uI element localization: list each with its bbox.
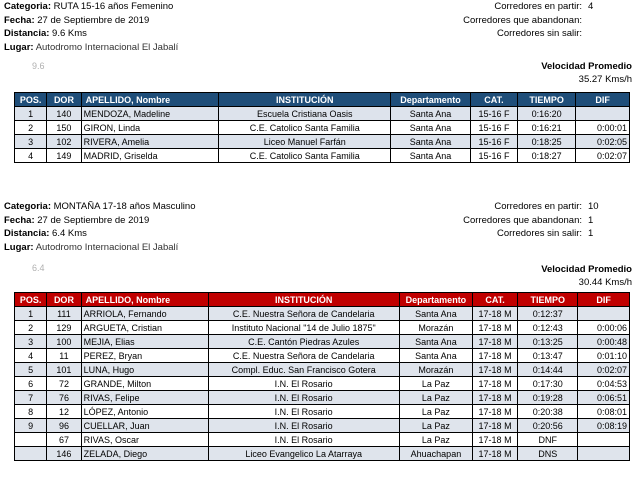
- table-row: [15, 349, 630, 363]
- dor-cell: 101: [47, 363, 81, 377]
- table-row: [15, 307, 630, 321]
- distancia-label: Distancia:: [4, 28, 50, 39]
- dor-cell: 96: [47, 419, 81, 433]
- dor-cell: 72: [47, 377, 81, 391]
- sin-salir-label: Corredores sin salir:: [497, 228, 582, 239]
- lugar-value: Autodromo Internacional El Jabalí: [35, 241, 179, 253]
- velocidad-label: Velocidad Promedio: [541, 61, 632, 72]
- institucion-cell: Liceo Evangelico La Atarraya: [208, 447, 399, 461]
- apellido-cell: MENDOZA, Madeline: [81, 107, 219, 121]
- pos-cell: 8: [15, 405, 47, 419]
- table-row: [15, 419, 630, 433]
- tiempo-cell: 0:12:37: [518, 307, 578, 321]
- header-cat: CAT.: [472, 293, 517, 307]
- apellido-cell: RIVAS, Felipe: [81, 391, 208, 405]
- categoria-value: RUTA 15-16 años Femenino: [53, 1, 174, 12]
- table-row: [15, 135, 630, 149]
- dif-cell: 0:00:01: [576, 121, 630, 135]
- dor-cell: 100: [47, 335, 81, 349]
- dif-cell: [576, 107, 630, 121]
- results-table-montana: [14, 292, 630, 461]
- results-table-ruta: [14, 92, 630, 163]
- categoria-value: MONTAÑA 17-18 años Masculino: [53, 201, 196, 212]
- cat-cell: 15-16 F: [470, 121, 517, 135]
- dif-cell: 0:08:01: [578, 405, 630, 419]
- apellido-cell: PEREZ, Bryan: [81, 349, 208, 363]
- institucion-cell: C.E. Catolico Santa Familia: [219, 149, 391, 163]
- institucion-cell: I.N. El Rosario: [208, 433, 399, 447]
- velocidad-value: 35.27 Kms/h: [578, 74, 632, 85]
- dor-cell: 67: [47, 433, 81, 447]
- dor-cell: 11: [47, 349, 81, 363]
- dor-cell: 102: [47, 135, 81, 149]
- cat-cell: 17-18 M: [472, 335, 517, 349]
- distance-ghost-value: 9.6: [32, 61, 45, 71]
- institucion-cell: I.N. El Rosario: [208, 419, 399, 433]
- table-row: [15, 405, 630, 419]
- table-header-row: [15, 293, 630, 307]
- table-row: [15, 433, 630, 447]
- departamento-cell: Morazán: [399, 321, 472, 335]
- sin-salir-value: [582, 27, 632, 41]
- tiempo-cell: 0:19:28: [518, 391, 578, 405]
- cat-cell: 17-18 M: [472, 433, 517, 447]
- sin-salir-value: 1: [588, 228, 594, 239]
- dif-cell: 0:08:19: [578, 419, 630, 433]
- header-cat: CAT.: [470, 93, 517, 107]
- departamento-cell: La Paz: [399, 391, 472, 405]
- corredores-partir-label: Corredores en partir:: [494, 1, 582, 12]
- pos-cell: 2: [15, 121, 47, 135]
- header-pos: POS.: [15, 293, 47, 307]
- cat-cell: 17-18 M: [472, 377, 517, 391]
- abandonan-value: 1: [588, 214, 594, 226]
- header-dif: DIF: [576, 93, 630, 107]
- apellido-cell: MADRID, Griselda: [81, 149, 219, 163]
- table-row: [15, 391, 630, 405]
- fecha-label: Fecha:: [4, 214, 35, 226]
- header-departamento: Departamento: [399, 293, 472, 307]
- pos-cell: 3: [15, 335, 47, 349]
- dor-cell: 150: [47, 121, 81, 135]
- fecha-label: Fecha:: [4, 14, 35, 26]
- institucion-cell: Liceo Manuel Farfán: [219, 135, 391, 149]
- apellido-cell: GRANDE, Milton: [81, 377, 208, 391]
- departamento-cell: Santa Ana: [399, 307, 472, 321]
- dif-cell: 0:00:48: [578, 335, 630, 349]
- pos-cell: 1: [15, 307, 47, 321]
- apellido-cell: ARGUETA, Cristian: [81, 321, 208, 335]
- institucion-cell: Instituto Nacional "14 de Julio 1875": [208, 321, 399, 335]
- header-institucion: INSTITUCIÓN: [219, 93, 391, 107]
- institucion-cell: C.E. Catolico Santa Familia: [219, 121, 391, 135]
- cat-cell: 17-18 M: [472, 405, 517, 419]
- cat-cell: 17-18 M: [472, 307, 517, 321]
- table-row: [15, 107, 630, 121]
- fecha-value: 27 de Septiembre de 2019: [37, 214, 150, 226]
- dor-cell: 140: [47, 107, 81, 121]
- tiempo-cell: 0:13:25: [518, 335, 578, 349]
- apellido-cell: LUNA, Hugo: [81, 363, 208, 377]
- lugar-label: Lugar:: [4, 241, 34, 253]
- table-row: [15, 335, 630, 349]
- tiempo-cell: 0:12:43: [518, 321, 578, 335]
- corredores-partir-label: Corredores en partir:: [494, 201, 582, 212]
- tiempo-cell: 0:16:20: [518, 107, 576, 121]
- section1-runner-counts: [463, 0, 632, 41]
- header-institucion: INSTITUCIÓN: [208, 293, 399, 307]
- pos-cell: 6: [15, 377, 47, 391]
- apellido-cell: CUELLAR, Juan: [81, 419, 208, 433]
- fecha-value: 27 de Septiembre de 2019: [37, 14, 150, 26]
- tiempo-cell: DNS: [518, 447, 578, 461]
- departamento-cell: Santa Ana: [391, 107, 471, 121]
- table-body: [15, 107, 630, 163]
- categoria-label: Categoria:: [4, 201, 51, 212]
- corredores-partir-value: 4: [588, 1, 594, 12]
- table-row: [15, 149, 630, 163]
- table-row: [15, 377, 630, 391]
- header-apellido: APELLIDO, Nombre: [81, 93, 219, 107]
- tiempo-cell: 0:14:44: [518, 363, 578, 377]
- tiempo-cell: 0:16:21: [518, 121, 576, 135]
- tiempo-cell: 0:20:38: [518, 405, 578, 419]
- header-apellido: APELLIDO, Nombre: [81, 293, 208, 307]
- cat-cell: 17-18 M: [472, 447, 517, 461]
- departamento-cell: Morazán: [399, 363, 472, 377]
- dif-cell: [578, 433, 630, 447]
- pos-cell: 2: [15, 321, 47, 335]
- departamento-cell: La Paz: [399, 405, 472, 419]
- dif-cell: 0:01:10: [578, 349, 630, 363]
- tiempo-cell: 0:17:30: [518, 377, 578, 391]
- section2-speed: [541, 264, 632, 288]
- institucion-cell: I.N. El Rosario: [208, 391, 399, 405]
- distance-ghost-value: 6.4: [32, 263, 45, 273]
- pos-cell: [15, 447, 47, 461]
- departamento-cell: Santa Ana: [391, 135, 471, 149]
- header-dif: DIF: [578, 293, 630, 307]
- apellido-cell: RIVERA, Amelia: [81, 135, 219, 149]
- dif-cell: 0:02:05: [576, 135, 630, 149]
- table-row: [15, 121, 630, 135]
- institucion-cell: C.E. Cantón Piedras Azules: [208, 335, 399, 349]
- distancia-label: Distancia:: [4, 228, 50, 239]
- abandonan-label: Corredores que abandonan:: [463, 14, 582, 26]
- dif-cell: [578, 307, 630, 321]
- header-dor: DOR: [47, 293, 81, 307]
- header-tiempo: TIEMPO: [518, 293, 578, 307]
- apellido-cell: MEJIA, Elias: [81, 335, 208, 349]
- cat-cell: 17-18 M: [472, 363, 517, 377]
- institucion-cell: I.N. El Rosario: [208, 405, 399, 419]
- table-header-row: [15, 93, 630, 107]
- lugar-value: Autodromo Internacional El Jabalí: [35, 41, 179, 53]
- pos-cell: 7: [15, 391, 47, 405]
- institucion-cell: C.E. Nuestra Señora de Candelaria: [208, 307, 399, 321]
- departamento-cell: Ahuachapan: [399, 447, 472, 461]
- tiempo-cell: 0:18:27: [518, 149, 576, 163]
- departamento-cell: La Paz: [399, 433, 472, 447]
- dif-cell: 0:00:06: [578, 321, 630, 335]
- cat-cell: 17-18 M: [472, 349, 517, 363]
- distancia-value: 9.6 Kms: [52, 28, 87, 39]
- dif-cell: 0:02:07: [576, 149, 630, 163]
- distancia-value: 6.4 Kms: [52, 228, 87, 239]
- apellido-cell: GIRON, Linda: [81, 121, 219, 135]
- tiempo-cell: 0:20:56: [518, 419, 578, 433]
- apellido-cell: LÓPEZ, Antonio: [81, 405, 208, 419]
- departamento-cell: La Paz: [399, 377, 472, 391]
- tiempo-cell: 0:18:25: [518, 135, 576, 149]
- institucion-cell: Compl. Educ. San Francisco Gotera: [208, 363, 399, 377]
- lugar-label: Lugar:: [4, 41, 34, 53]
- table-row: [15, 321, 630, 335]
- sin-salir-label: Corredores sin salir:: [497, 28, 582, 39]
- dif-cell: 0:06:51: [578, 391, 630, 405]
- dif-cell: 0:04:53: [578, 377, 630, 391]
- table-row: [15, 363, 630, 377]
- tiempo-cell: DNF: [518, 433, 578, 447]
- dor-cell: 146: [47, 447, 81, 461]
- institucion-cell: Escuela Cristiana Oasis: [219, 107, 391, 121]
- header-tiempo: TIEMPO: [518, 93, 576, 107]
- apellido-cell: ZELADA, Diego: [81, 447, 208, 461]
- categoria-label: Categoria:: [4, 1, 51, 12]
- dor-cell: 12: [47, 405, 81, 419]
- dif-cell: [578, 447, 630, 461]
- cat-cell: 15-16 F: [470, 107, 517, 121]
- pos-cell: 3: [15, 135, 47, 149]
- cat-cell: 15-16 F: [470, 135, 517, 149]
- cat-cell: 17-18 M: [472, 321, 517, 335]
- pos-cell: 4: [15, 149, 47, 163]
- apellido-cell: RIVAS, Oscar: [81, 433, 208, 447]
- pos-cell: 4: [15, 349, 47, 363]
- abandonan-value: [582, 14, 632, 28]
- section1-info: [4, 0, 178, 54]
- dor-cell: 149: [47, 149, 81, 163]
- dif-cell: 0:02:07: [578, 363, 630, 377]
- pos-cell: [15, 433, 47, 447]
- velocidad-value: 30.44 Kms/h: [578, 277, 632, 288]
- departamento-cell: La Paz: [399, 419, 472, 433]
- cat-cell: 17-18 M: [472, 391, 517, 405]
- header-dor: DOR: [47, 93, 81, 107]
- velocidad-label: Velocidad Promedio: [541, 264, 632, 275]
- cat-cell: 15-16 F: [470, 149, 517, 163]
- apellido-cell: ARRIOLA, Fernando: [81, 307, 208, 321]
- departamento-cell: Santa Ana: [391, 121, 471, 135]
- table-row: [15, 447, 630, 461]
- dor-cell: 111: [47, 307, 81, 321]
- abandonan-label: Corredores que abandonan:: [463, 214, 582, 226]
- header-departamento: Departamento: [391, 93, 471, 107]
- dor-cell: 129: [47, 321, 81, 335]
- departamento-cell: Santa Ana: [399, 335, 472, 349]
- section1-speed: [541, 61, 632, 85]
- section2-info: [4, 200, 195, 254]
- departamento-cell: Santa Ana: [391, 149, 471, 163]
- institucion-cell: C.E. Nuestra Señora de Candelaria: [208, 349, 399, 363]
- table-body: [15, 307, 630, 461]
- pos-cell: 5: [15, 363, 47, 377]
- dor-cell: 76: [47, 391, 81, 405]
- pos-cell: 9: [15, 419, 47, 433]
- cat-cell: 17-18 M: [472, 419, 517, 433]
- corredores-partir-value: 10: [588, 201, 599, 212]
- departamento-cell: Santa Ana: [399, 349, 472, 363]
- header-pos: POS.: [15, 93, 47, 107]
- institucion-cell: I.N. El Rosario: [208, 377, 399, 391]
- tiempo-cell: 0:13:47: [518, 349, 578, 363]
- section2-runner-counts: [463, 200, 632, 241]
- pos-cell: 1: [15, 107, 47, 121]
